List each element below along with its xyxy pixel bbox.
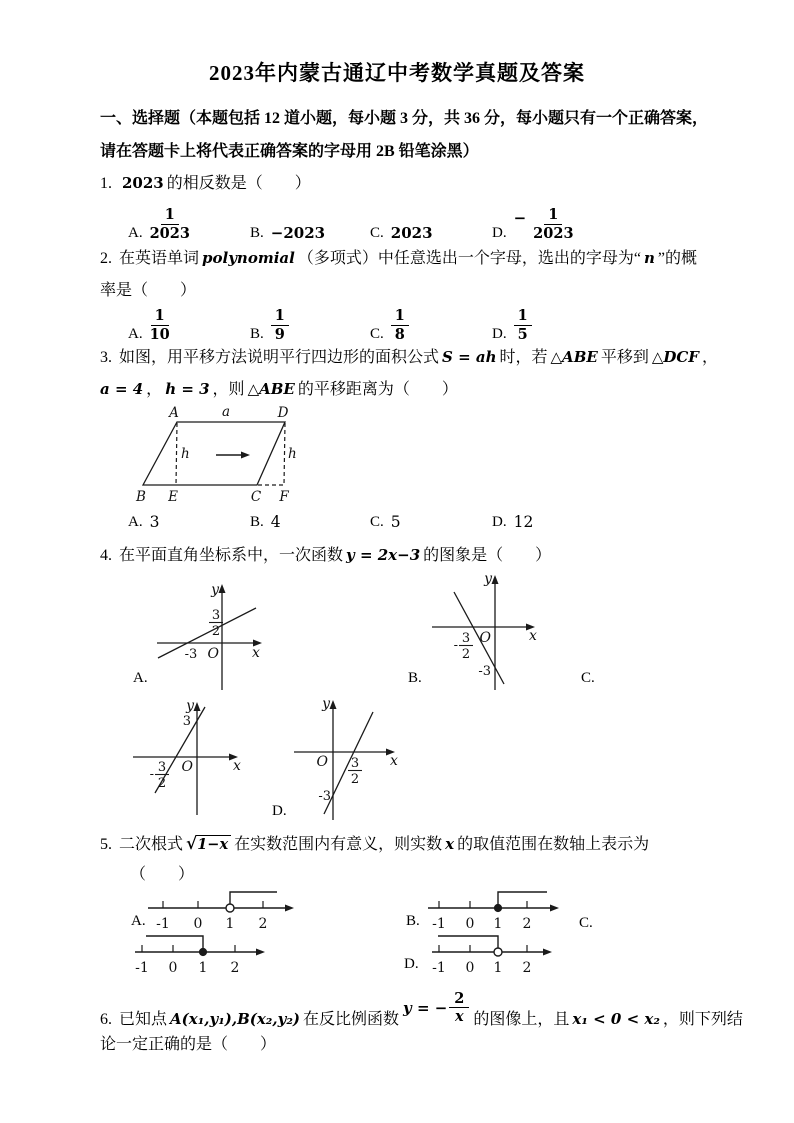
axis-arrow (543, 949, 552, 956)
y-label: y (322, 696, 330, 712)
q3-stem-line1 (100, 346, 718, 369)
height-ae-dashed (176, 423, 177, 485)
option-value: 12 (513, 513, 534, 531)
y-intercept-label: 3 (182, 714, 191, 729)
y-label: y (484, 571, 492, 587)
vertex-label-b: B (136, 489, 146, 505)
y-axis-arrow (194, 702, 201, 711)
q6-text2: 在反比例函数 (302, 1010, 399, 1028)
tick-label: 1 (493, 960, 503, 976)
tick-label: 0 (465, 960, 475, 976)
q2-stem-line2: 率是（ ） (100, 282, 197, 299)
page-title: 2023年内蒙古通辽中考数学真题及答案 (209, 61, 585, 85)
tick-label: 2 (522, 916, 532, 932)
q3-text6: ，则 (212, 381, 245, 398)
x-label: x (390, 753, 398, 769)
fraction-numerator: 1 (514, 307, 532, 326)
q3-triangle-dcf: △DCF (651, 348, 699, 366)
q5-numberline-d (430, 930, 560, 976)
q2-word-polynomial: polynomial (202, 249, 295, 267)
function-line (324, 712, 373, 814)
fraction (271, 307, 289, 344)
fraction-numerator: 1 (151, 307, 169, 326)
q3-text1: 如图，用平移方法说明平行四边形的面积公式 (119, 349, 440, 366)
fraction (533, 206, 573, 243)
option-value: 4 (270, 513, 281, 531)
fraction-numerator: 1 (271, 307, 289, 326)
q3-options (0, 512, 794, 532)
function-lead: y = − (403, 998, 448, 1017)
axis-arrow (285, 905, 294, 912)
option-value: 5 (390, 513, 401, 531)
tick-label: 2 (258, 916, 268, 932)
option-letter: C. (370, 514, 384, 530)
fraction-denominator: 8 (394, 325, 405, 343)
vertex-label-c: C (250, 489, 262, 505)
interval-bracket-left (438, 936, 498, 948)
x-intercept-sign: - (453, 638, 458, 653)
q3-triangle-abe2: △ABE (247, 380, 295, 398)
y-axis-arrow (492, 575, 499, 584)
q6-text4: ，则下列结 (662, 1010, 743, 1028)
q4-text2: 的图象是（ ） (423, 547, 552, 564)
fraction-denominator: 9 (274, 325, 285, 343)
q6-stem-line1 (100, 990, 743, 1037)
vertex-label-d: D (277, 405, 289, 421)
q6-stem-line2: 论一定正确的是（ ） (100, 1036, 277, 1053)
q4-letter-a: A. (133, 670, 148, 686)
fraction-denominator: 10 (149, 325, 170, 343)
q2-letter-n: n (643, 249, 655, 267)
q2-option-a (128, 307, 170, 344)
q3-a-equals: a = 4 (100, 380, 144, 398)
q5-letter-d: D. (404, 956, 419, 972)
y-intercept-label: -3 (478, 664, 491, 679)
q2-text2: （多项式）中任意选出一个字母，选出的字母为“ (297, 250, 641, 267)
option-letter: D. (492, 326, 507, 342)
tick-label: 0 (168, 960, 178, 976)
q3-option-c (370, 513, 401, 532)
q4-text1: 在平面直角坐标系中，一次函数 (119, 547, 344, 564)
option-value: 2023 (390, 224, 433, 242)
y-axis-arrow (219, 584, 226, 593)
q5-parens: （ ） (130, 866, 195, 883)
fraction-numerator: 1 (161, 206, 179, 225)
vertex-label-f: F (279, 489, 289, 505)
q2-text1: 在英语单词 (119, 250, 200, 267)
option-letter: B. (250, 514, 264, 530)
tick-label: -1 (432, 960, 446, 976)
open-circle (494, 948, 502, 956)
option-letter: A. (128, 514, 143, 530)
option-value: 3 (149, 513, 160, 531)
y-label: y (186, 698, 194, 714)
q5-numberline-b (428, 886, 568, 932)
y-intercept-label: -3 (318, 789, 331, 804)
q6-inverse-function (403, 990, 469, 1026)
vertex-label-e: E (168, 489, 178, 505)
option-letter: D. (492, 514, 507, 530)
y-axis-arrow (330, 700, 337, 709)
q4-graph-c (133, 697, 245, 819)
option-letter: B. (250, 326, 264, 342)
q3-option-b (250, 513, 281, 532)
q5-text2: 在实数范围内有意义，则实数 (234, 836, 443, 853)
fraction-denominator: 5 (517, 325, 528, 343)
origin-label: O (181, 759, 193, 775)
x-intercept-denominator: 2 (461, 647, 471, 662)
section-header-line1: 一、选择题（本题包括 12 道小题，每小题 3 分，共 36 分，每小题只有一个正确答案， (100, 110, 709, 127)
q3-option-d (492, 513, 533, 532)
side-label-a: a (221, 404, 231, 420)
parallelogram-outline (143, 422, 285, 485)
q1-number: 1. (100, 175, 112, 192)
tick-label: 1 (225, 916, 235, 932)
height-label-right: h (288, 446, 297, 462)
x-label: x (252, 645, 260, 661)
q5-stem (100, 833, 649, 856)
fraction-numerator: 2 (449, 990, 469, 1008)
q6-inequality: x₁ < 0 < x₂ (572, 1009, 660, 1028)
radical-sign: √ (186, 834, 198, 854)
tick-label: 1 (198, 960, 208, 976)
fraction-denominator: x (455, 1008, 464, 1026)
interval-bracket-left (146, 936, 203, 952)
vertex-label-a: A (169, 405, 179, 421)
q5-text1: 二次根式 (119, 836, 184, 853)
filled-circle (494, 904, 501, 911)
fraction (150, 307, 170, 344)
q2-text3: ”的概 (657, 250, 697, 267)
tick-label: -1 (135, 960, 149, 976)
q4-letter-b: B. (408, 670, 422, 686)
axis-arrow (256, 949, 265, 956)
q1-option-c (370, 224, 433, 243)
q4-graph-b (428, 570, 543, 690)
q3-h-equals: h = 3 (165, 380, 210, 398)
q1-text: 的相反数是（ ） (166, 175, 311, 192)
tick-label: 0 (193, 916, 203, 932)
tick-label: 2 (522, 960, 532, 976)
q2-number: 2. (100, 250, 112, 267)
open-circle (226, 904, 234, 912)
x-intercept-label: -3 (184, 647, 198, 662)
x-intercept-denominator: 2 (157, 776, 167, 791)
option-letter: C. (370, 326, 384, 342)
minus-sign: − (513, 209, 527, 228)
x-intercept-numerator: 3 (157, 760, 167, 775)
section-header-line2: 请在答题卡上将代表正确答案的字母用 2B 铅笔涂黑） (100, 143, 479, 160)
fraction-denominator: 2023 (149, 224, 190, 242)
q2-options (0, 300, 794, 344)
option-value: −2023 (270, 224, 326, 242)
q5-letter-b: B. (406, 913, 420, 929)
q3-text2: 时，若 (499, 349, 548, 366)
fraction (150, 206, 190, 243)
q1-option-a (128, 206, 190, 243)
fraction-denominator: 2023 (533, 224, 574, 242)
option-letter: A. (128, 225, 143, 241)
q4-letter-d: D. (272, 803, 287, 819)
tick-label: 2 (230, 960, 240, 976)
q5-numberline-a (146, 886, 301, 932)
q3-parallelogram-figure (123, 403, 313, 505)
q2-option-c (370, 307, 409, 344)
q4-function: y = 2x−3 (346, 546, 421, 564)
y-intercept-denominator: 2 (211, 624, 221, 639)
origin-label: O (479, 630, 491, 646)
q5-number: 5. (100, 836, 112, 853)
x-intercept-numerator: 3 (350, 756, 360, 771)
q5-letter-c: C. (579, 915, 593, 931)
q2-option-d (492, 307, 532, 344)
q6-text1: 已知点 (119, 1010, 168, 1028)
q3-formula: S = ah (442, 348, 497, 366)
q5-letter-a: A. (131, 913, 146, 929)
q2-option-b (250, 307, 289, 344)
q4-stem (100, 544, 551, 567)
translation-arrow-head (241, 452, 250, 459)
interval-bracket-right (230, 892, 277, 904)
q6-text3: 的图像上，且 (473, 1010, 570, 1028)
q1-stem (100, 172, 311, 195)
axis-arrow (550, 905, 559, 912)
q4-number: 4. (100, 547, 112, 564)
tick-label: 1 (493, 916, 503, 932)
tick-label: -1 (432, 916, 446, 932)
q3-text3: 平移到 (600, 349, 649, 366)
x-label: x (529, 628, 537, 644)
x-intercept-denominator: 2 (350, 772, 360, 787)
q5-numberline-c (133, 930, 273, 976)
origin-label: O (316, 754, 328, 770)
q1-option-b (250, 224, 325, 243)
q6-points: A(x₁,y₁),B(x₂,y₂) (170, 1009, 300, 1028)
q6-number: 6. (100, 1010, 112, 1028)
q2-stem-line1 (100, 247, 697, 270)
q1-option-d (492, 206, 574, 243)
filled-circle (199, 948, 206, 955)
height-df-dashed (284, 423, 285, 485)
option-letter: B. (250, 225, 264, 241)
x-intercept-numerator: 3 (461, 631, 471, 646)
fraction-numerator: 1 (391, 307, 409, 326)
q4-graph-a (150, 578, 270, 690)
q3-stem-line2 (100, 378, 458, 401)
q1-options (0, 196, 794, 243)
q5-text3: 的取值范围在数轴上表示为 (457, 836, 650, 853)
q3-triangle-abe: △ABE (550, 348, 598, 366)
q3-text7: 的平移距离为（ ） (297, 381, 458, 398)
y-intercept-numerator: 3 (211, 608, 221, 623)
fraction-numerator: 1 (544, 206, 562, 225)
q5-variable-x: x (445, 835, 455, 853)
q3-number: 3. (100, 349, 112, 366)
option-letter: D. (492, 225, 507, 241)
interval-bracket-right (498, 892, 547, 908)
radicand: 1−x (196, 835, 231, 853)
y-label: y (211, 582, 219, 598)
q5-radical (186, 834, 231, 853)
fraction (514, 307, 532, 344)
q3-option-a (128, 513, 159, 532)
q1-math: 2023 (122, 174, 164, 192)
option-letter: C. (370, 225, 384, 241)
tick-label: 0 (465, 916, 475, 932)
q4-letter-c: C. (581, 670, 595, 686)
origin-label: O (207, 646, 219, 662)
q3-text4: ， (701, 349, 718, 366)
x-intercept-sign: - (149, 767, 154, 782)
height-label-left: h (181, 446, 190, 462)
fraction (449, 990, 469, 1026)
option-letter: A. (128, 326, 143, 342)
q4-graph-d (288, 696, 400, 822)
fraction (391, 307, 409, 344)
q3-text5: ， (146, 381, 163, 398)
tick-label: -1 (156, 916, 170, 932)
x-label: x (233, 758, 241, 774)
